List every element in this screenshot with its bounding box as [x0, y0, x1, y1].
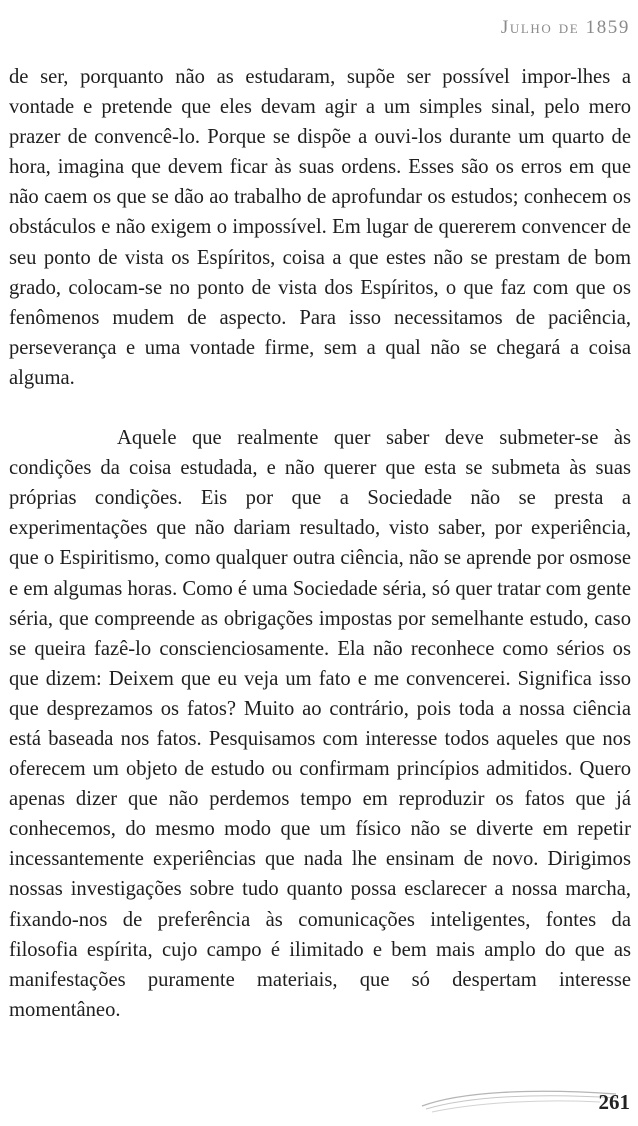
page-body [9, 62, 631, 1025]
running-header: Julho de 1859 [500, 17, 630, 38]
page-number: 261 [598, 1090, 630, 1114]
page-footer [0, 1080, 638, 1126]
paragraph-2: Aquele que realmente quer saber deve submeter-se às condições da coisa estudada, e não querer que esta se submeta às suas próprias condições. Eis por que a Sociedade não se presta a experimentações que não dariam resultado, visto saber, por experiência, que o Espiritismo, como qualquer outra ciência, não se aprende por osmose e em algumas horas. Como é uma Sociedade séria, só quer tratar com gente séria, que compreende as obrigações impostas por semelhante estudo, caso se queira fazê-lo conscienciosamente. Ela não reconhece como sérios os que dizem: Deixem que eu veja um fato e me convencerei. Significa isso que desprezamos os fatos? Muito ao contrário, pois toda a nossa ciência está baseada nos fatos. Pesquisamos com interesse todos aqueles que nos oferecem um objeto de estudo ou confirmam princípios admitidos. Quero apenas dizer que não perdemos tempo em reproduzir os fatos que já conhecemos, do mesmo modo que um físico não se diverte em repetir incessantemente experiências que nada lhe ensinam de novo. Dirigimos nossas investigações sobre tudo quanto possa esclarecer a nossa marcha, fixando-nos de preferência às comunicações inteligentes, fontes da filosofia espírita, cujo campo é ilimitado e bem mais amplo do que as manifestações puramente materiais, que só despertam interesse momentâneo. [9, 427, 631, 1021]
swoosh-ornament-icon [420, 1084, 620, 1118]
paragraph-1: de ser, porquanto não as estudaram, supõe ser possível impor-lhes a vontade e pretende que eles devam agir a um simples sinal, pelo mero prazer de convencê-lo. Porque se dispõe a ouvi-los durante um quarto de hora, imagina que devem ficar às suas ordens. Esses são os erros em que não caem os que se dão ao trabalho de aprofundar os estudos; conhecem os obstáculos e não exigem o impossível. Em lugar de quererem convencer de seu ponto de vista os Espíritos, coisa a que estes não se prestam de bom grado, colocam-se no ponto de vista dos Espíritos, o que faz com que os fenômenos mudem de aspecto. Para isso necessitamos de paciência, perseverança e uma vontade firme, sem a qual não se chegará a coisa alguma. [9, 66, 631, 389]
